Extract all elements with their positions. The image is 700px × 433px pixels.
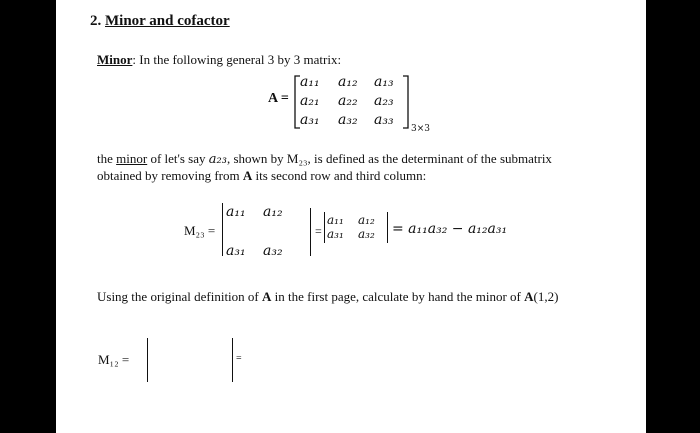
definition-line-2: obtained by removing from A its second row and third column: (97, 168, 427, 183)
m23-large-row-2: a₃₁ a₃₂ (226, 243, 283, 259)
m12-bar-left (147, 338, 148, 382)
m23-result: = a₁₁a₃₂ − a₁₂a₃₁ (392, 221, 508, 237)
matrix-a-entry-13: a₁₃ (374, 74, 394, 90)
minor-m23: M₂₃ (286, 151, 308, 166)
minor-word: minor (116, 151, 148, 166)
matrix-a-entry-32: a₃₂ (338, 112, 358, 128)
matrix-a-entry-33: a₃₃ (374, 112, 394, 128)
m23-small-bar-left (324, 212, 325, 243)
document-page (56, 0, 646, 433)
m23-equals-sign: = (315, 224, 322, 238)
question-text: Using the original definition of A in the first page, calculate by hand the minor of A(1,2) (97, 289, 559, 304)
m23-large-bar-left (222, 203, 223, 256)
matrix-a-entry-12: a₁₂ (338, 74, 358, 90)
m12-label: M₁₂ = (98, 352, 130, 367)
m23-label: M₂₃ = (184, 223, 216, 238)
minor-intro-text: : In the following general 3 by 3 matrix: (132, 52, 342, 67)
m23-large-row-1: a₁₁ a₁₂ (226, 204, 283, 220)
section-number: 2. (90, 13, 102, 29)
element-a23: a₂₃ (208, 152, 227, 167)
section-title: Minor and cofactor (105, 13, 230, 29)
definition-line-1: the minor of let's say a₂₃, shown by M₂₃, is defined as the determinant of the submatrix (97, 151, 552, 167)
m23-small-bar-right (387, 212, 388, 243)
matrix-a-entry-22: a₂₂ (338, 93, 358, 109)
matrix-a-dimension: 3×3 (411, 124, 430, 134)
matrix-a-entry-21: a₂₁ (300, 93, 320, 109)
minor-term: Minor (97, 52, 133, 67)
matrix-a-entry-11: a₁₁ (300, 74, 320, 90)
section-heading (90, 13, 230, 30)
matrix-a-label: A = (268, 91, 289, 106)
matrix-a-entry-23: a₂₃ (374, 93, 394, 109)
m23-small-row-1: a₁₁ a₁₂ (327, 213, 375, 227)
matrix-a-entry-31: a₃₁ (300, 112, 320, 128)
m23-small-row-2: a₃₁ a₃₂ (327, 227, 375, 241)
m12-equals-sign: = (236, 353, 242, 364)
minor-intro (97, 52, 341, 68)
m12-bar-right (232, 338, 233, 382)
m23-large-bar-right (310, 208, 311, 256)
